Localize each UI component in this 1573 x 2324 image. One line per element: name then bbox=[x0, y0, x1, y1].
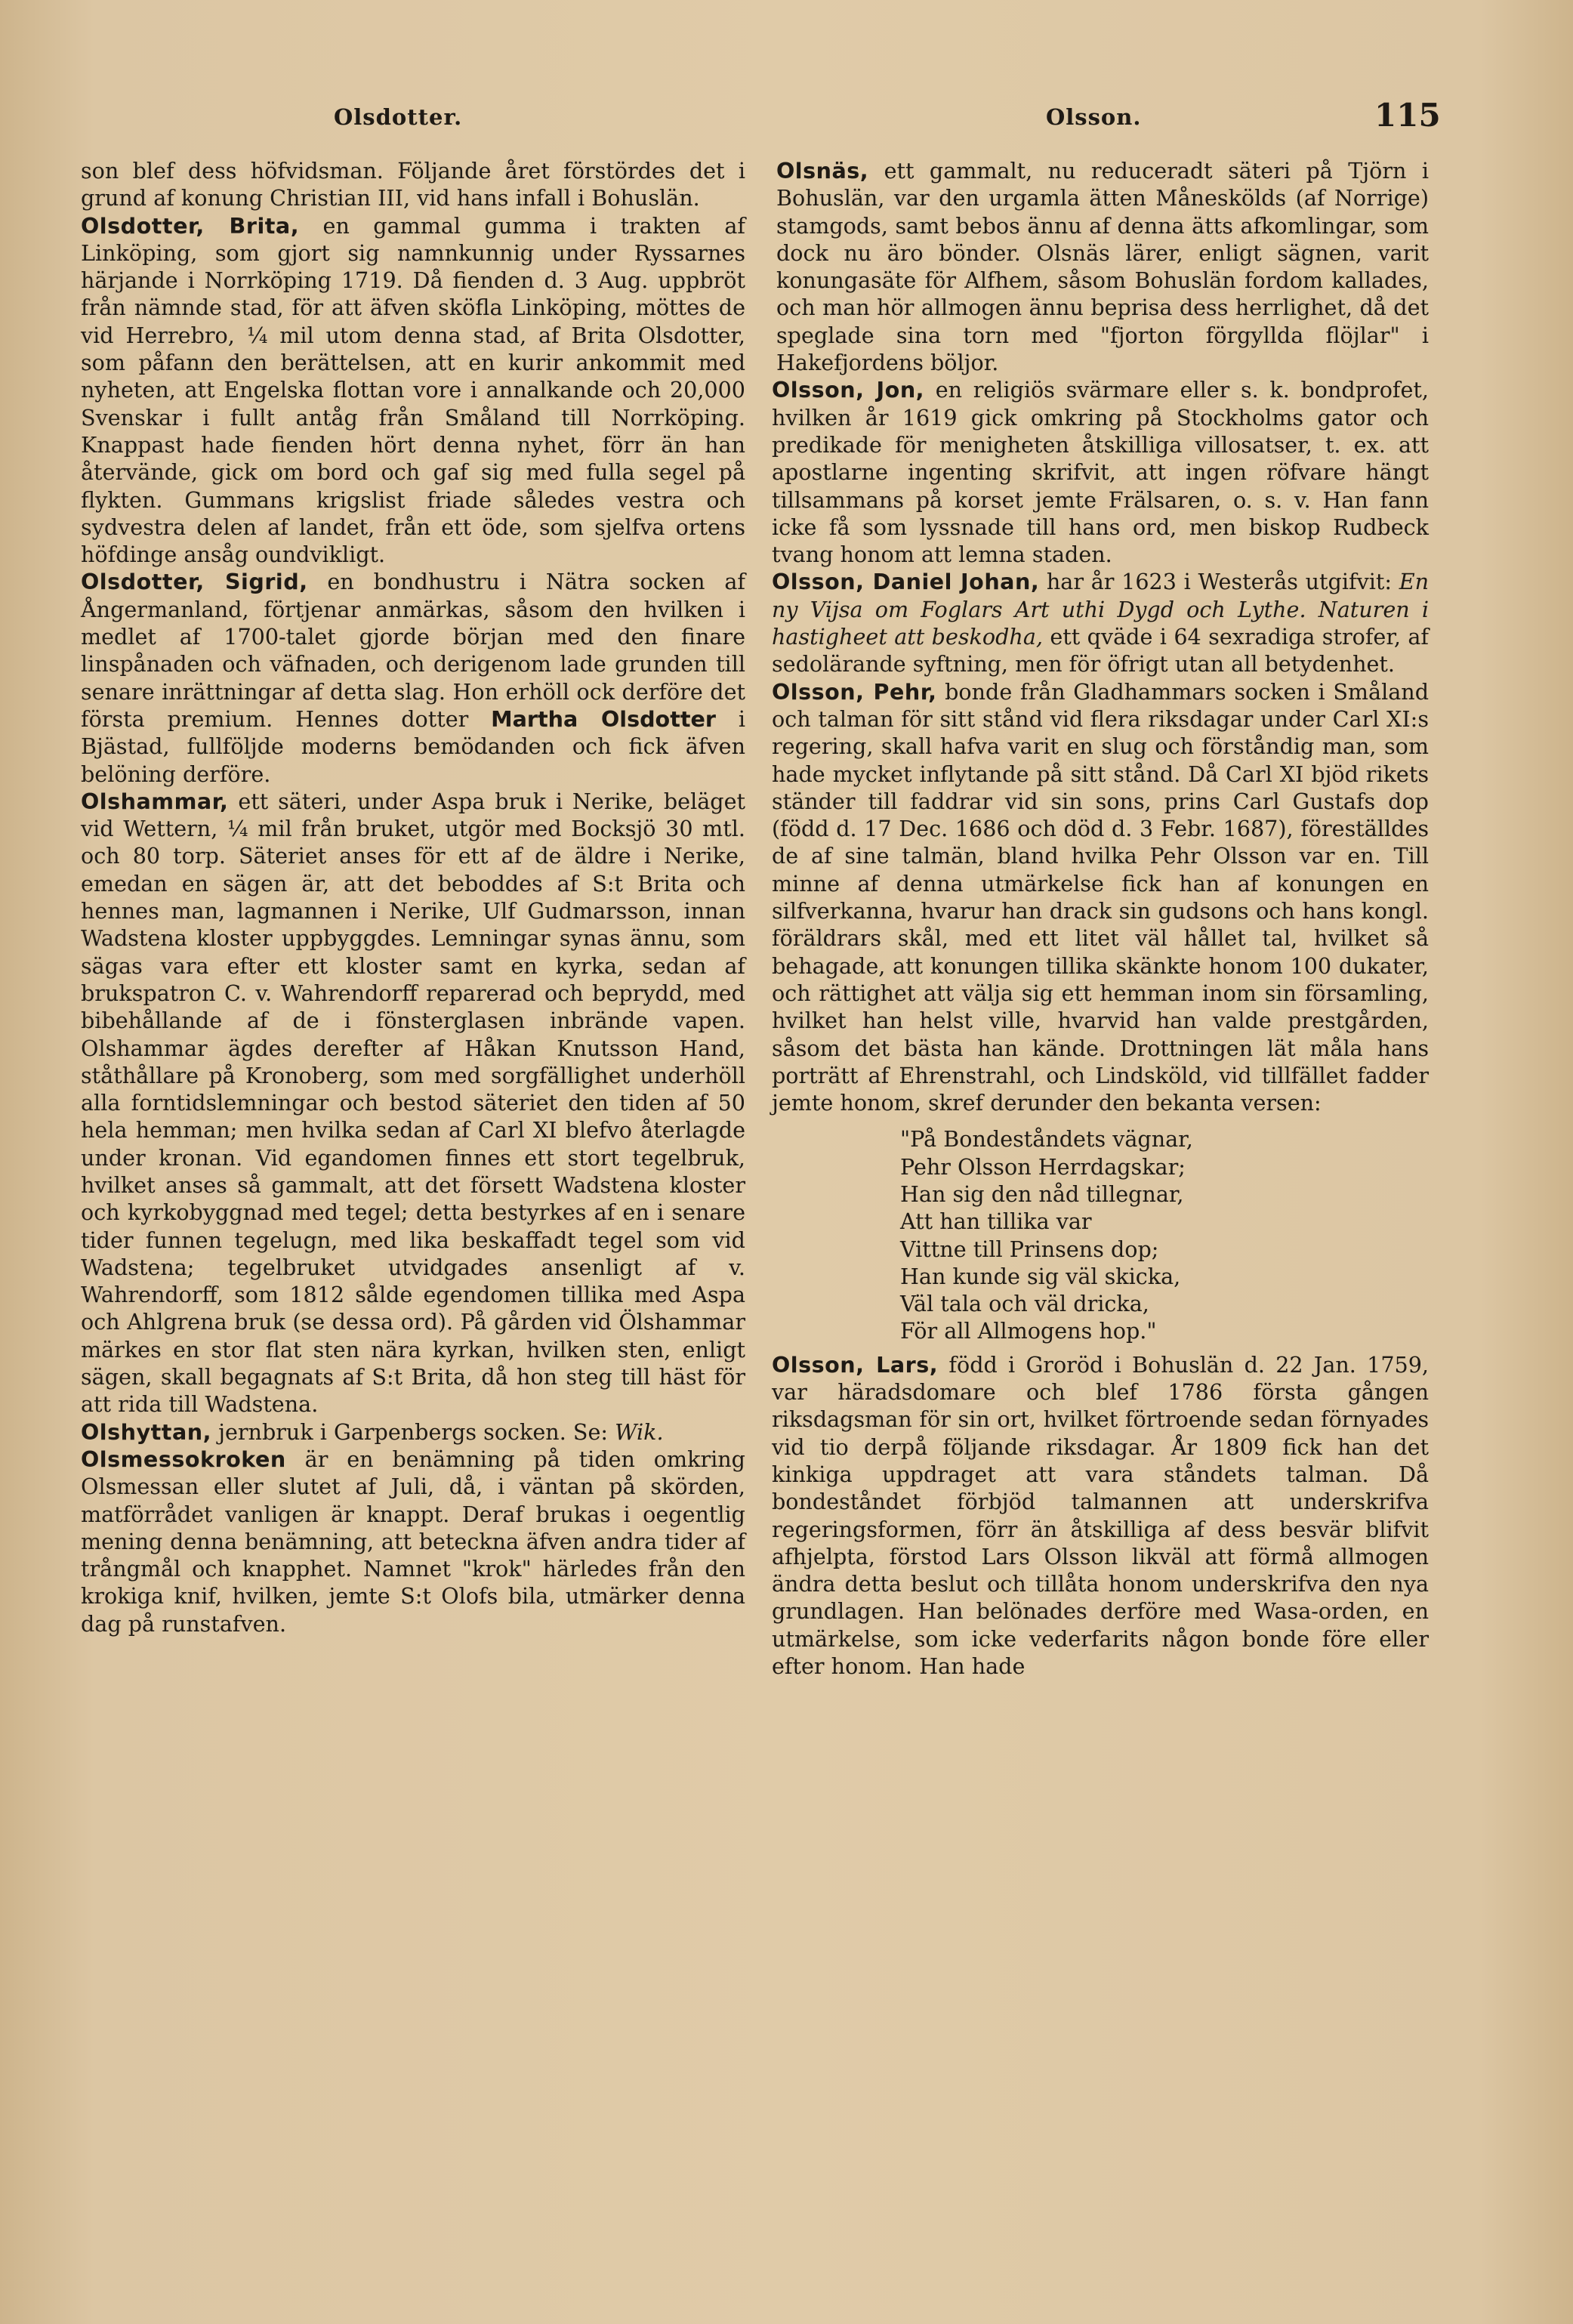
entry-head: Olshammar, bbox=[81, 788, 229, 814]
continuation-text: son blef dess höfvidsman. Följande året förstördes det i grund af konung Christian III, vid hans infall i Bohuslän. bbox=[81, 158, 745, 211]
verse-line: Pehr Olsson Herrdagskar; bbox=[900, 1153, 1186, 1180]
entry-text: en religiös svärmare eller s. k. bondprofet, hvilken år 1619 gick omkring på Stockholms gator och predikade för menigheten åtskilliga villosatser, t. ex. att apostlarne ingenting skrifvit, att ingen röfvare hängt tillsammans på korset jemte Frälsaren, o. s. v. Han fann icke få som lyssnade till hans ord, men biskop Rudbeck tvang honom att lemna staden. bbox=[772, 377, 1430, 568]
page-number: 115 bbox=[1374, 97, 1441, 134]
entry-text: ett gammalt, nu reduceradt säteri på Tjörn i Bohuslän, var den urgamla ätten Måneskölds (af Norrige) stamgods, samt bebos ännu af denna ätts afkomlingar, som dock nu äro bönder. Olsnäs lärer, enligt sägnen, varit konungasäte för Alfhem, såsom Bohuslän fordom kallades, och man hör allmogen ännu beprisa dess herrlighet, då det speglade sina torn med "fjorton förgyllda flöjlar" i Hakefjordens böljor. bbox=[776, 158, 1429, 376]
entry-text: är en benämning på tiden omkring Olsmessan eller slutet af Juli, då, i väntan på skörden, matförrådet vanligen är knappt. Deraf brukas i oegentlig mening denna benämning, att beteckna äfven andra tider af trångmål och knapphet. Namnet "krok" härledes från den krokiga knif, hvilken, jemte S:t Olofs bila, utmärker denna dag på runstafven. bbox=[81, 1446, 745, 1637]
entry-head: Olsson, Daniel Johan, bbox=[772, 569, 1040, 595]
entry-head: Olsnäs, bbox=[776, 158, 869, 184]
entry-olsdotter-brita bbox=[81, 212, 745, 569]
entry-olsson-daniel-johan bbox=[772, 568, 1429, 677]
verse-line: Att han tillika var bbox=[900, 1208, 1092, 1235]
verse-line: För all Allmogens hop." bbox=[900, 1318, 1157, 1344]
entry-text-2: i Bjästad, fullföljde moderns bemödanden och fick äfven belöning derföre. bbox=[81, 705, 746, 787]
entry-olsson-pehr bbox=[772, 678, 1429, 1117]
verse-line: Han kunde sig väl skicka, bbox=[900, 1263, 1181, 1289]
running-head-left: Olsdotter. bbox=[334, 104, 463, 130]
entry-title-italic: En ny Vijsa om Foglars Art uthi Dygd och Lythe. Naturen i hastigheet att beskodha, bbox=[772, 569, 1429, 650]
verse-line: Vittne till Prinsens dop; bbox=[900, 1236, 1159, 1262]
entry-olshyttan bbox=[81, 1418, 745, 1446]
entry-text: född i Groröd i Bohuslän d. 22 Jan. 1759, var häradsdomare och blef 1786 första gången riksdagsman för sin ort, hvilket förtroende sedan förnyades vid tio derpå följande riksdagar. År 1809 fick han det kinkiga uppdraget att vara ståndets talman. Då bondeståndet förbjöd talmannen att underskrifva regeringsformen, förr än åtskilliga af dess besvär blifvit afhjelpta, förstod Lars Olsson likväl att förmå allmogen ändra detta beslut och tillåta honom underskrifva den nya grundlagen. Han belönades derföre med Wasa-orden, en utmärkelse, som icke vederfarits någon bonde före eller efter honom. Han hade bbox=[772, 1351, 1430, 1680]
entry-text-2: ett qväde i 64 sexradiga strofer, af sedolärande syftning, men för öfrigt utan all betydenhet. bbox=[772, 624, 1429, 677]
entry-name: Martha Olsdotter bbox=[491, 705, 717, 732]
verse-line: Han sig den nåd tillegnar, bbox=[900, 1181, 1184, 1207]
entry-head: Olsson, Pehr, bbox=[772, 678, 937, 705]
right-column bbox=[772, 157, 1429, 1680]
entry-text: en bondhustru i Nätra socken af Ångermanland, förtjenar anmärkas, såsom den hvilken i medlet af 1700-talet gjorde början med den finare linspånaden och väfnaden, och derigenom lade grunden till senare inrättningar af detta slag. Hon erhöll ock derföre det första premium. Hennes dotter bbox=[81, 569, 746, 732]
entry-head: Olsdotter, Sigrid, bbox=[81, 569, 308, 595]
entry-text: har år 1623 i Westerås utgifvit: bbox=[1039, 569, 1399, 595]
entry-olsson-jon bbox=[772, 376, 1429, 568]
entry-olsson-lars bbox=[772, 1351, 1429, 1681]
entry-head: Olsmessokroken bbox=[81, 1446, 286, 1472]
entry-reference: Wik. bbox=[615, 1418, 664, 1445]
entry-head: Olsson, Lars, bbox=[772, 1351, 939, 1378]
running-head-right: Olsson. bbox=[1046, 104, 1142, 130]
entry-olsmessokroken bbox=[81, 1446, 745, 1637]
verse bbox=[900, 1125, 1429, 1344]
entry-head: Olsson, Jon, bbox=[772, 377, 925, 403]
entry-head: Olsdotter, Brita, bbox=[81, 212, 300, 239]
entry-text: ett säteri, under Aspa bruk i Nerike, beläget vid Wettern, ¼ mil från bruket, utgör med Bocksjö 30 mtl. och 80 torp. Säteriet anses för ett af de äldre i Nerike, emedan en sägen är, att det beboddes af S:t Brita och hennes man, lagmannen i Nerike, Ulf Gudmarsson, innan Wadstena kloster uppbyggdes. Lemningar synas ännu, som sägas vara efter ett kloster samt en kyrka, sedan af brukspatron C. v. Wahrendorff reparerad och beprydd, med bibehållande af de i fönsterglasen inbrände vapen. Olshammar ägdes derefter af Håkan Knutsson Hand, ståthållare på Kronoberg, som med sorgfällighet underhöll alla forntidslemningar och bestod säteriet den tiden af 50 hela hemman; men hvilka sedan af Carl XI blefvo återlagde under kronan. Vid egandomen finnes ett stort tegelbruk, hvilket anses så gammalt, att det försett Wadstena kloster och kyrkobyggnad med tegel; detta bestyrkes af en i senare tider funnen tegelugn, med lika beskaffadt tegel som vid Wadstena; tegelbruket utvidgades ansenligt af v. Wahrendorff, som 1812 sålde egendomen tillika med Aspa och Ahlgrena bruk (se dessa ord). På gården vid Ölshammar märkes en stor flat sten nära kyrkan, hvilken sten, enligt sägen, skall begagnats af S:t Brita, då hon steg till häst för att rida till Wadstena. bbox=[81, 788, 745, 1418]
entry-olshammar bbox=[81, 788, 745, 1418]
entry-text: jernbruk i Garpenbergs socken. Se: bbox=[211, 1418, 615, 1445]
left-column bbox=[81, 157, 745, 1637]
verse-line: "På Bondeståndets vägnar, bbox=[900, 1126, 1193, 1153]
entry-text: en gammal gumma i trakten af Linköping, som gjort sig namnkunnig under Ryssarnes härjande i Norrköping 1719. Då fienden d. 3 Aug. uppbröt från nämnde stad, för att äfven sköfla Linköping, möttes de vid Herrebro, ¼ mil utom denna stad, af Brita Olsdotter, som påfann den berättelsen, att en kurir ankommit med nyheten, att Engelska flottan vore i annalkande och 20,000 Svenskar i fullt antåg från Småland till Norrköping. Knappast hade fienden hört denna nyhet, förr än han återvände, gick om bord och gaf sig med fulla segel på flykten. Gummans krigslist friade således vestra och sydvestra delen af landet, från ett öde, som sjelfva ortens höfdinge ansåg oundvikligt. bbox=[81, 212, 745, 568]
verse-line: Väl tala och väl dricka, bbox=[900, 1291, 1149, 1317]
entry-text: bonde från Gladhammars socken i Småland och talman för sitt stånd vid flera riksdagar under Carl XI:s regering, skall hafva varit en slug och förståndig man, som hade mycket inflytande på sitt stånd. Då Carl XI bjöd rikets ständer till faddrar vid sin sons, prins Carl Gustafs dop (född d. 17 Dec. 1686 och död d. 3 Febr. 1687), föreställdes de af sine talmän, bland hvilka Pehr Olsson var en. Till minne af denna utmärkelse fick han af konungen en silfverkanna, hvarur han drack sin gudsons och hans kongl. föräldrars skål, med ett litet väl hållet tal, hvilket så behagade, att konungen tillika skänkte honom 100 dukater, och rättighet att välja sig ett hemman inom sin församling, hvilket han helst ville, hvarvid han valde prestgården, såsom det bästa han kände. Drottningen lät måla hans porträtt af Ehrenstrahl, och Lindsköld, vid tillfället fadder jemte honom, skref derunder den bekanta versen: bbox=[772, 678, 1429, 1116]
entry-olsdotter-sigrid bbox=[81, 568, 745, 787]
entry-head: Olshyttan, bbox=[81, 1418, 211, 1445]
entry-olsnas bbox=[776, 157, 1429, 376]
